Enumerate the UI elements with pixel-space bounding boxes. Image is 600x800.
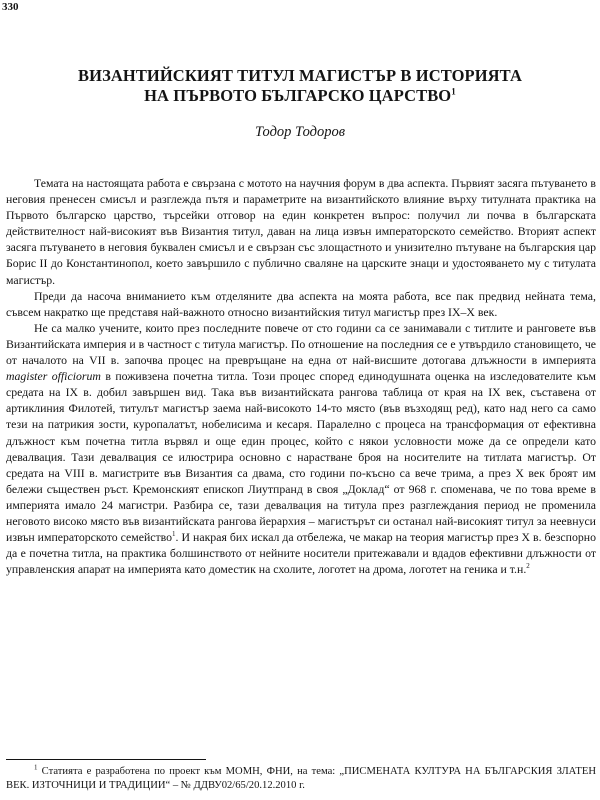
paragraph-2: Преди да насоча вниманието към отделяните два аспекта на моята работа, все пак предвид нейната тема, съвсем накратко ще представя най-важното относно византийския титул магистър през IX–X век. [6, 288, 596, 319]
footnote [6, 765, 596, 793]
footnote-divider [6, 759, 206, 760]
title-line-2 [0, 86, 600, 106]
paragraph-1: Темата на настоящата работа е свързана с мотото на научния форум в два аспекта. Първият засяга пътуването в неговия пренесен смисъл и разглежда пътя и параметрите на византийското влияние върху титулната практика на Първото българско царство, търсейки отговор на един конкретен въпрос: получил ли почва в българската действителност най-високият във Византия титул, даван на лица извън императорското семейство. Вторият аспект засяга пътуването в неговия буквален смисъл и е свързан със злощастното и унизително пътуване на българския цар Борис II до Константинопол, което завършило с публично сваляне на царските знаци и удостояването му с титулата магистър. [6, 176, 596, 287]
title-line-1: ВИЗАНТИЙСКИЯТ ТИТУЛ МАГИСТЪР В ИСТОРИЯТА [78, 66, 522, 85]
author-name: Тодор Тодоров [254, 124, 346, 140]
footnote-text: Статията е разработена по проект към МОМН, ФНИ, на тема: „ПИСМЕНАТА КУЛТУРА НА БЪЛГАРСКИЯ ЗЛАТЕН ВЕК. ИЗТОЧНИЦИ И ТРАДИЦИИ“ – № ДДВУ02/65/20.12.2010 г. [6, 766, 596, 791]
article-body [6, 175, 596, 577]
paragraph-3-part-2: в поживзена почетна титла. Този процес според единодушната оценка на изследователите към средата на IX в. добил завършен вид. Така във византийската рангова таблица от края на IX век, съставена от артиклиния Филотей, титулът магистър заема най-високото 14-то място (във възходящ ред), като над него са само тези на патрикия зости, куропалатът, нобелисима и кесаря. Паралелно с процеса на трансформация от ефективна длъжност към почетна титла вървял и още един процес, който с някои условности може да се определи като девалвация. Тази девалвация се илюстрира основно с нарастване броя на носителите на титлата магистър. От средата на VIII в. магистрите във Византия са двама, сто години по-късно са вече трима, а през X век броят им бележи съществен ръст. Кремонският епископ Лиутпранд в своя „Доклад“ от 968 г. споменава, че по това време в империята имало 24 магистри. Разбира се, тази девалвация на титула през разглеждания период не променила неговото високо място във византийската рангова йерархия – магистърът си останал най-високият титул за неевнуси извън императорското семейство [6, 369, 596, 545]
article-title [0, 66, 600, 106]
title-footnote-mark[interactable]: 1 [451, 86, 456, 97]
title-line-2-text: НА ПЪРВОТО БЪЛГАРСКО ЦАРСТВО [144, 86, 452, 105]
latin-term: magister officiorum [6, 369, 101, 384]
inline-note-mark-2[interactable]: 2 [526, 562, 530, 571]
footnote-mark: 1 [34, 763, 38, 772]
page-number: 330 [2, 1, 19, 13]
paragraph-3-part-3: . И накрая бих искал да отбележа, че макар на теория магистър през X в. безспорно да е почетна титла, на практика болшинството от нейните носители притежавали и вдадов ефективни длъжности от управленския апарат на империята като доместик на схолите, логотет на дрома, логотет на геника и т.н. [6, 530, 596, 577]
paragraph-3-part-1: Не са малко учените, които през последните повече от сто години са се занимавали с титлите и ранговете във Византийската империя и в частност с титула магистър. По отношение на последния се е утвърдило становището, че от началото на VII в. започва процес на превръщане на една от най-висшите дотогава длъжности в империята [6, 320, 596, 368]
inline-note-mark-1[interactable]: 1 [172, 530, 176, 539]
paragraph-3 [6, 320, 596, 578]
